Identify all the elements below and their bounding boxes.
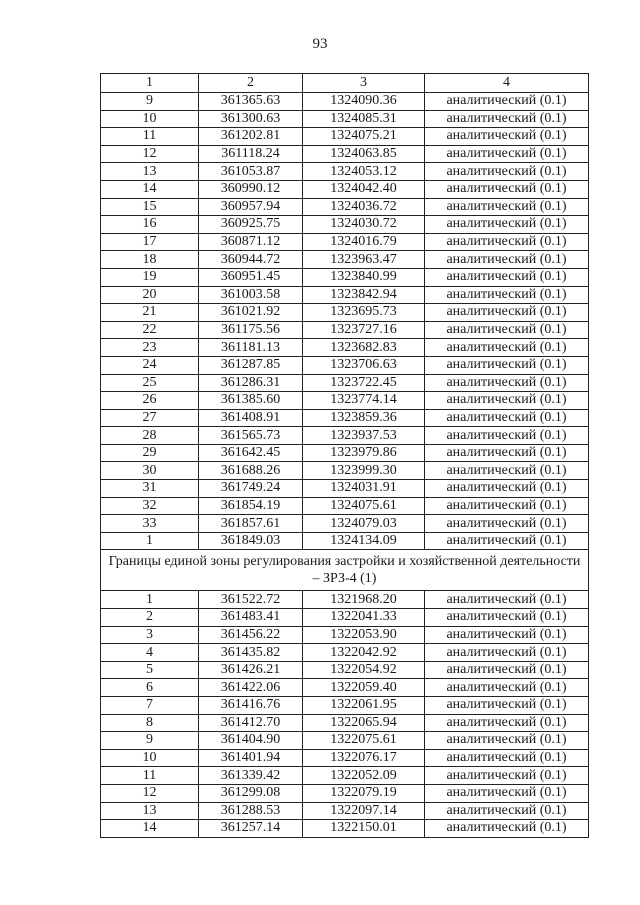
point-number-cell: 8: [101, 714, 199, 732]
method-cell: аналитический (0.1): [425, 609, 589, 627]
column-header-2: 2: [199, 74, 303, 93]
method-cell: аналитический (0.1): [425, 732, 589, 750]
table-row: [101, 591, 589, 609]
y-coordinate-cell: 1322041.33: [303, 609, 425, 627]
y-coordinate-cell: 1324036.72: [303, 198, 425, 216]
point-number-cell: 27: [101, 409, 199, 427]
y-coordinate-cell: 1322052.09: [303, 767, 425, 785]
method-cell: аналитический (0.1): [425, 714, 589, 732]
x-coordinate-cell: 361365.63: [199, 93, 303, 111]
point-number-cell: 6: [101, 679, 199, 697]
y-coordinate-cell: 1324075.61: [303, 497, 425, 515]
point-number-cell: 14: [101, 820, 199, 838]
x-coordinate-cell: 361385.60: [199, 392, 303, 410]
table-row: [101, 128, 589, 146]
table-row: [101, 732, 589, 750]
table-row: [101, 784, 589, 802]
method-cell: аналитический (0.1): [425, 93, 589, 111]
table-row: [101, 409, 589, 427]
y-coordinate-cell: 1324079.03: [303, 515, 425, 533]
table-row: [101, 749, 589, 767]
y-coordinate-cell: 1322150.01: [303, 820, 425, 838]
point-number-cell: 3: [101, 626, 199, 644]
y-coordinate-cell: 1324085.31: [303, 110, 425, 128]
x-coordinate-cell: 361483.41: [199, 609, 303, 627]
x-coordinate-cell: 361849.03: [199, 532, 303, 550]
section-heading-row: [101, 550, 589, 591]
x-coordinate-cell: 361286.31: [199, 374, 303, 392]
point-number-cell: 22: [101, 321, 199, 339]
table-row: [101, 216, 589, 234]
method-cell: аналитический (0.1): [425, 515, 589, 533]
point-number-cell: 12: [101, 784, 199, 802]
x-coordinate-cell: 360951.45: [199, 268, 303, 286]
method-cell: аналитический (0.1): [425, 356, 589, 374]
method-cell: аналитический (0.1): [425, 304, 589, 322]
point-number-cell: 12: [101, 145, 199, 163]
method-cell: аналитический (0.1): [425, 591, 589, 609]
table-row: [101, 444, 589, 462]
y-coordinate-cell: 1323979.86: [303, 444, 425, 462]
point-number-cell: 26: [101, 392, 199, 410]
y-coordinate-cell: 1321968.20: [303, 591, 425, 609]
y-coordinate-cell: 1324031.91: [303, 480, 425, 498]
method-cell: аналитический (0.1): [425, 820, 589, 838]
method-cell: аналитический (0.1): [425, 321, 589, 339]
table-row: [101, 374, 589, 392]
table-row: [101, 767, 589, 785]
y-coordinate-cell: 1322042.92: [303, 644, 425, 662]
x-coordinate-cell: 361404.90: [199, 732, 303, 750]
table-row: [101, 480, 589, 498]
point-number-cell: 13: [101, 802, 199, 820]
method-cell: аналитический (0.1): [425, 286, 589, 304]
x-coordinate-cell: 361642.45: [199, 444, 303, 462]
x-coordinate-cell: 361287.85: [199, 356, 303, 374]
table-row: [101, 233, 589, 251]
method-cell: аналитический (0.1): [425, 444, 589, 462]
point-number-cell: 17: [101, 233, 199, 251]
table-row: [101, 497, 589, 515]
table-row: [101, 532, 589, 550]
table-row: [101, 163, 589, 181]
x-coordinate-cell: 361299.08: [199, 784, 303, 802]
x-coordinate-cell: 361003.58: [199, 286, 303, 304]
method-cell: аналитический (0.1): [425, 251, 589, 269]
page-number: 93: [312, 36, 328, 52]
method-cell: аналитический (0.1): [425, 679, 589, 697]
x-coordinate-cell: 361339.42: [199, 767, 303, 785]
method-cell: аналитический (0.1): [425, 216, 589, 234]
point-number-cell: 21: [101, 304, 199, 322]
table-row: [101, 427, 589, 445]
table-row: [101, 268, 589, 286]
method-cell: аналитический (0.1): [425, 198, 589, 216]
point-number-cell: 15: [101, 198, 199, 216]
y-coordinate-cell: 1323695.73: [303, 304, 425, 322]
method-cell: аналитический (0.1): [425, 409, 589, 427]
y-coordinate-cell: 1324042.40: [303, 180, 425, 198]
x-coordinate-cell: 361857.61: [199, 515, 303, 533]
x-coordinate-cell: 361021.92: [199, 304, 303, 322]
method-cell: аналитический (0.1): [425, 644, 589, 662]
table-row: [101, 679, 589, 697]
table-row: [101, 820, 589, 838]
point-number-cell: 9: [101, 93, 199, 111]
section-title: Границы единой зоны регулирования застройки и хозяйственной деятельности – ЗРЗ-4 (1): [101, 550, 589, 591]
table-row: [101, 644, 589, 662]
column-header-3: 3: [303, 74, 425, 93]
x-coordinate-cell: 360944.72: [199, 251, 303, 269]
table-row: [101, 286, 589, 304]
point-number-cell: 24: [101, 356, 199, 374]
method-cell: аналитический (0.1): [425, 427, 589, 445]
method-cell: аналитический (0.1): [425, 532, 589, 550]
x-coordinate-cell: 361435.82: [199, 644, 303, 662]
table-row: [101, 356, 589, 374]
point-number-cell: 16: [101, 216, 199, 234]
table-row: [101, 145, 589, 163]
x-coordinate-cell: 361456.22: [199, 626, 303, 644]
method-cell: аналитический (0.1): [425, 661, 589, 679]
method-cell: аналитический (0.1): [425, 480, 589, 498]
x-coordinate-cell: 361202.81: [199, 128, 303, 146]
y-coordinate-cell: 1323722.45: [303, 374, 425, 392]
table-row: [101, 626, 589, 644]
y-coordinate-cell: 1323842.94: [303, 286, 425, 304]
point-number-cell: 1: [101, 532, 199, 550]
point-number-cell: 11: [101, 767, 199, 785]
x-coordinate-cell: 361749.24: [199, 480, 303, 498]
table-row: [101, 392, 589, 410]
y-coordinate-cell: 1322075.61: [303, 732, 425, 750]
x-coordinate-cell: 361412.70: [199, 714, 303, 732]
method-cell: аналитический (0.1): [425, 749, 589, 767]
table-row: [101, 609, 589, 627]
method-cell: аналитический (0.1): [425, 497, 589, 515]
point-number-cell: 18: [101, 251, 199, 269]
x-coordinate-cell: 361565.73: [199, 427, 303, 445]
point-number-cell: 4: [101, 644, 199, 662]
x-coordinate-cell: 361300.63: [199, 110, 303, 128]
point-number-cell: 14: [101, 180, 199, 198]
point-number-cell: 19: [101, 268, 199, 286]
method-cell: аналитический (0.1): [425, 784, 589, 802]
y-coordinate-cell: 1324134.09: [303, 532, 425, 550]
table-row: [101, 802, 589, 820]
y-coordinate-cell: 1323727.16: [303, 321, 425, 339]
method-cell: аналитический (0.1): [425, 145, 589, 163]
y-coordinate-cell: 1323937.53: [303, 427, 425, 445]
y-coordinate-cell: 1323840.99: [303, 268, 425, 286]
point-number-cell: 9: [101, 732, 199, 750]
point-number-cell: 5: [101, 661, 199, 679]
table-row: [101, 515, 589, 533]
x-coordinate-cell: 360990.12: [199, 180, 303, 198]
y-coordinate-cell: 1324053.12: [303, 163, 425, 181]
method-cell: аналитический (0.1): [425, 233, 589, 251]
column-header-4: 4: [425, 74, 589, 93]
x-coordinate-cell: 361257.14: [199, 820, 303, 838]
method-cell: аналитический (0.1): [425, 374, 589, 392]
y-coordinate-cell: 1322059.40: [303, 679, 425, 697]
method-cell: аналитический (0.1): [425, 163, 589, 181]
table-row: [101, 339, 589, 357]
point-number-cell: 29: [101, 444, 199, 462]
method-cell: аналитический (0.1): [425, 462, 589, 480]
x-coordinate-cell: 361288.53: [199, 802, 303, 820]
table-row: [101, 304, 589, 322]
method-cell: аналитический (0.1): [425, 128, 589, 146]
point-number-cell: 7: [101, 697, 199, 715]
y-coordinate-cell: 1324075.21: [303, 128, 425, 146]
method-cell: аналитический (0.1): [425, 110, 589, 128]
y-coordinate-cell: 1322097.14: [303, 802, 425, 820]
y-coordinate-cell: 1322053.90: [303, 626, 425, 644]
y-coordinate-cell: 1322076.17: [303, 749, 425, 767]
coordinates-table: [100, 73, 589, 838]
method-cell: аналитический (0.1): [425, 626, 589, 644]
point-number-cell: 1: [101, 591, 199, 609]
table-row: [101, 110, 589, 128]
table-row: [101, 714, 589, 732]
y-coordinate-cell: 1323859.36: [303, 409, 425, 427]
x-coordinate-cell: 361426.21: [199, 661, 303, 679]
method-cell: аналитический (0.1): [425, 392, 589, 410]
y-coordinate-cell: 1322079.19: [303, 784, 425, 802]
y-coordinate-cell: 1322054.92: [303, 661, 425, 679]
point-number-cell: 25: [101, 374, 199, 392]
point-number-cell: 11: [101, 128, 199, 146]
x-coordinate-cell: 361416.76: [199, 697, 303, 715]
y-coordinate-cell: 1322065.94: [303, 714, 425, 732]
point-number-cell: 28: [101, 427, 199, 445]
point-number-cell: 10: [101, 110, 199, 128]
table-row: [101, 462, 589, 480]
y-coordinate-cell: 1324090.36: [303, 93, 425, 111]
table-row: [101, 321, 589, 339]
y-coordinate-cell: 1324016.79: [303, 233, 425, 251]
method-cell: аналитический (0.1): [425, 339, 589, 357]
point-number-cell: 13: [101, 163, 199, 181]
y-coordinate-cell: 1322061.95: [303, 697, 425, 715]
table-row: [101, 180, 589, 198]
x-coordinate-cell: 361422.06: [199, 679, 303, 697]
x-coordinate-cell: 361401.94: [199, 749, 303, 767]
x-coordinate-cell: 361522.72: [199, 591, 303, 609]
point-number-cell: 2: [101, 609, 199, 627]
x-coordinate-cell: 361118.24: [199, 145, 303, 163]
x-coordinate-cell: 361175.56: [199, 321, 303, 339]
y-coordinate-cell: 1323999.30: [303, 462, 425, 480]
x-coordinate-cell: 360871.12: [199, 233, 303, 251]
x-coordinate-cell: 361688.26: [199, 462, 303, 480]
x-coordinate-cell: 361053.87: [199, 163, 303, 181]
table-row: [101, 697, 589, 715]
point-number-cell: 10: [101, 749, 199, 767]
point-number-cell: 32: [101, 497, 199, 515]
table-row: [101, 661, 589, 679]
point-number-cell: 30: [101, 462, 199, 480]
x-coordinate-cell: 361181.13: [199, 339, 303, 357]
method-cell: аналитический (0.1): [425, 180, 589, 198]
table-row: [101, 198, 589, 216]
method-cell: аналитический (0.1): [425, 268, 589, 286]
point-number-cell: 31: [101, 480, 199, 498]
table-header-row: [101, 74, 589, 93]
y-coordinate-cell: 1324063.85: [303, 145, 425, 163]
y-coordinate-cell: 1323774.14: [303, 392, 425, 410]
y-coordinate-cell: 1323706.63: [303, 356, 425, 374]
method-cell: аналитический (0.1): [425, 802, 589, 820]
point-number-cell: 33: [101, 515, 199, 533]
x-coordinate-cell: 361408.91: [199, 409, 303, 427]
x-coordinate-cell: 361854.19: [199, 497, 303, 515]
x-coordinate-cell: 360925.75: [199, 216, 303, 234]
method-cell: аналитический (0.1): [425, 767, 589, 785]
method-cell: аналитический (0.1): [425, 697, 589, 715]
table-row: [101, 251, 589, 269]
coordinates-table-body: [101, 74, 589, 838]
point-number-cell: 20: [101, 286, 199, 304]
x-coordinate-cell: 360957.94: [199, 198, 303, 216]
y-coordinate-cell: 1323682.83: [303, 339, 425, 357]
table-row: [101, 93, 589, 111]
column-header-1: 1: [101, 74, 199, 93]
y-coordinate-cell: 1324030.72: [303, 216, 425, 234]
point-number-cell: 23: [101, 339, 199, 357]
y-coordinate-cell: 1323963.47: [303, 251, 425, 269]
